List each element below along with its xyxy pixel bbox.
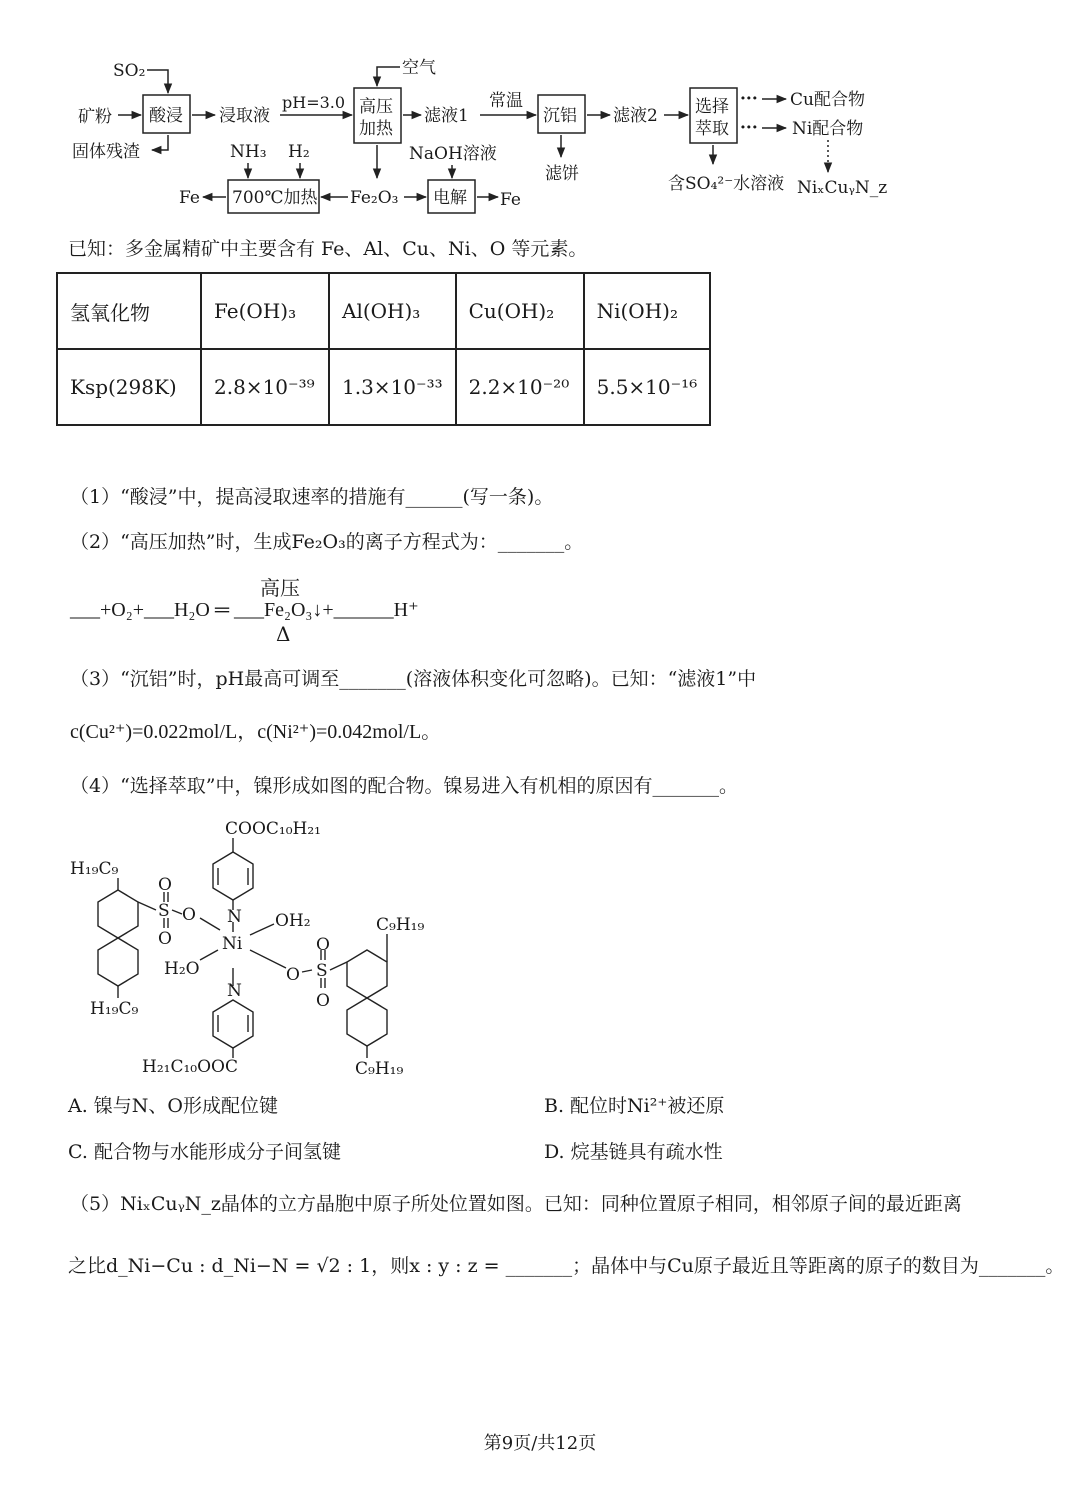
struct-cooc-bottom: H₂₁C₁₀OOC (142, 1057, 238, 1077)
fc-kongqi: 空气 (402, 58, 436, 78)
fc-xuanze1: 选择 (695, 97, 729, 117)
fc-so2: SO₂ (113, 61, 146, 81)
question-4: （4）“选择萃取”中，镍形成如图的配合物。镍易进入有机相的原因有_______。 (70, 775, 739, 797)
table-cell: 氢氧化物 (57, 273, 201, 349)
ksp-table (56, 272, 711, 426)
fc-dots-2: ··· (740, 118, 758, 138)
question-5-line-1: （5）NiₓCuᵧN_z晶体的立方晶胞中原子所处位置如图。已知：同种位置原子相同，相邻原子间的最近距离 (70, 1193, 962, 1215)
fc-ni-pw: Ni配合物 (792, 119, 864, 139)
struct-s-right: S (316, 961, 328, 981)
equation-text: ___+O₂+___H₂O ═ ___Fe₂O₃↓+______H⁺ (70, 599, 419, 621)
struct-o-right: O (286, 965, 300, 985)
struct-cooc-top: COOC₁₀H₂₁ (225, 819, 321, 839)
fc-kuangfen: 矿粉 (78, 107, 112, 127)
fc-lvye1: 滤液1 (424, 106, 469, 126)
fc-nh3: NH₃ (230, 142, 267, 162)
struct-c9-tl: H₁₉C₉ (70, 859, 119, 879)
fc-nicun: NiₓCuᵧN_z (797, 178, 888, 198)
struct-c9-bl: H₁₉C₉ (90, 999, 139, 1019)
struct-h2o: H₂O (164, 959, 200, 979)
nickel-complex-structure (60, 810, 460, 1085)
question-3-line-2: c(Cu²⁺)=0.022mol/L，c(Ni²⁺)=0.042mol/L。 (70, 721, 442, 743)
fc-fe-left: Fe (179, 188, 200, 208)
table-cell: Fe(OH)₃ (201, 273, 329, 349)
process-flowchart (0, 0, 1080, 240)
option-a[interactable]: A. 镍与N、O形成配位键 (68, 1095, 279, 1117)
table-cell: 2.8×10⁻³⁹ (201, 349, 329, 425)
question-5-line-2: 之比d_Ni−Cu : d_Ni−N = √2 : 1，则x : y : z = _______；晶体中与Cu原子最近且等距离的原子的数目为_______。 (68, 1255, 1065, 1277)
fc-fe2o3: Fe₂O₃ (350, 188, 399, 208)
table-cell: Cu(OH)₂ (456, 273, 584, 349)
struct-n-top: N (227, 907, 242, 927)
struct-o-right-top: O (316, 935, 330, 955)
struct-oh2: OH₂ (275, 911, 311, 931)
option-c[interactable]: C. 配合物与水能形成分子间氢键 (68, 1141, 341, 1163)
table-cell: Al(OH)₃ (329, 273, 456, 349)
known-text: 已知：多金属精矿中主要含有 Fe、Al、Cu、Ni、O 等元素。 (68, 238, 588, 260)
struct-o-left-bottom: O (158, 929, 172, 949)
equation-condition-top: 高压 (260, 576, 300, 600)
page-footer: 第9页/共12页 (483, 1433, 597, 1454)
table-cell: Ksp(298K) (57, 349, 201, 425)
fc-chenlv: 沉铝 (543, 106, 577, 126)
question-3-line-1: （3）“沉铝”时，pH最高可调至_______(溶液体积变化可忽略)。已知：“滤液1”中 (70, 668, 757, 690)
fc-so4aq: 含SO₄²⁻水溶液 (668, 174, 785, 194)
fc-dots-1: ··· (740, 89, 758, 109)
fc-lvye2: 滤液2 (613, 106, 658, 126)
fc-xuanze2: 萃取 (695, 119, 729, 139)
fc-changwen: 常温 (489, 91, 523, 111)
question-2: （2）“高压加热”时，生成Fe₂O₃的离子方程式为：_______。 (70, 531, 584, 553)
fc-fe-right: Fe (500, 190, 521, 210)
struct-o-left: O (182, 905, 196, 925)
option-b[interactable]: B. 配位时Ni²⁺被还原 (544, 1095, 725, 1117)
struct-c9-br: C₉H₁₉ (355, 1059, 404, 1079)
fc-suanjin: 酸浸 (149, 106, 183, 126)
equation-condition-bottom: Δ (276, 622, 291, 646)
fc-naoh: NaOH溶液 (409, 144, 497, 164)
struct-s-left: S (158, 901, 170, 921)
question-1: （1）“酸浸”中，提高浸取速率的措施有______(写一条)。 (70, 486, 554, 508)
equation (70, 578, 590, 648)
struct-ni: Ni (222, 934, 243, 954)
struct-o-left-top: O (158, 875, 172, 895)
fc-gaoya2: 加热 (359, 119, 393, 139)
fc-700: 700℃加热 (232, 188, 318, 208)
fc-ph: pH=3.0 (282, 93, 346, 112)
table-row (57, 273, 710, 349)
table-row (57, 349, 710, 425)
fc-gutizhazha: 固体残渣 (72, 142, 140, 162)
struct-o-right-bottom: O (316, 991, 330, 1011)
table-cell: 1.3×10⁻³³ (329, 349, 456, 425)
table-cell: 5.5×10⁻¹⁶ (584, 349, 711, 425)
fc-cu-pw: Cu配合物 (790, 90, 865, 110)
fc-h2: H₂ (288, 142, 310, 162)
fc-dianjie: 电解 (433, 188, 467, 208)
option-d[interactable]: D. 烷基链具有疏水性 (544, 1141, 723, 1163)
table-cell: Ni(OH)₂ (584, 273, 711, 349)
fc-lvbing: 滤饼 (545, 164, 579, 184)
fc-jinquye: 浸取液 (219, 106, 270, 126)
struct-n-bottom: N (227, 981, 242, 1001)
fc-gaoya1: 高压 (359, 97, 393, 117)
struct-c9-tr: C₉H₁₉ (376, 915, 425, 935)
table-cell: 2.2×10⁻²⁰ (456, 349, 584, 425)
